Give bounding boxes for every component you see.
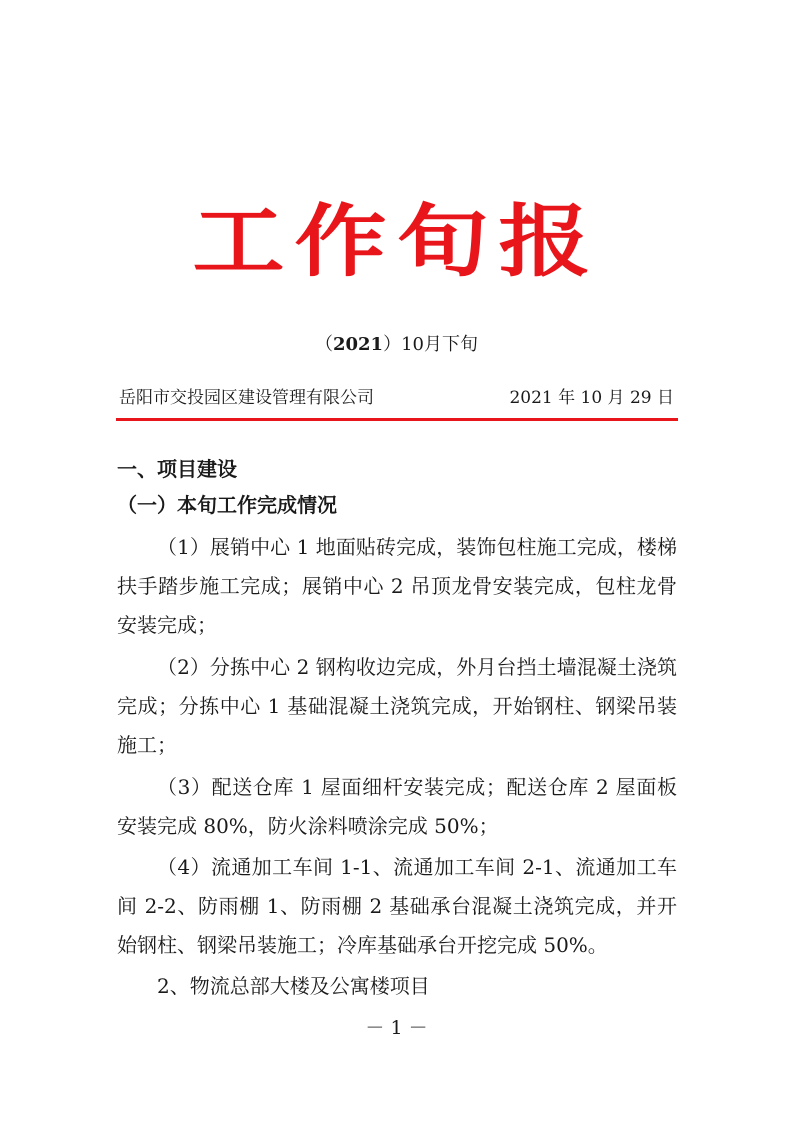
red-divider — [116, 418, 678, 421]
issue-close-paren: ） — [383, 334, 402, 355]
section-subheading: （一）本旬工作完成情况 — [117, 493, 337, 517]
meta-row — [119, 386, 674, 410]
issue-year: 2021 — [332, 334, 384, 355]
issue-period: 10月下旬 — [401, 334, 478, 355]
organization-name: 岳阳市交投园区建设管理有限公司 — [119, 388, 374, 408]
paragraph-3: （3）配送仓库 1 屋面细杆安装完成；配送仓库 2 屋面板安装完成 80%，防火涂料喷涂完成 50%； — [117, 775, 677, 838]
issue-date: 2021 年 10 月 29 日 — [509, 388, 674, 408]
masthead-title: 工作旬报 — [192, 196, 601, 288]
issue-open-paren: （ — [314, 334, 333, 355]
page-number: － 1 － — [365, 1017, 428, 1039]
paragraph-5: 2、物流总部大楼及公寓楼项目 — [157, 974, 430, 998]
paragraph-1: （1）展销中心 1 地面贴砖完成，装饰包柱施工完成，楼梯扶手踏步施工完成；展销中心 2 吊顶龙骨安装完成，包柱龙骨安装完成； — [117, 535, 677, 637]
paragraph-2: （2）分拣中心 2 钢构收边完成，外月台挡土墙混凝土浇筑完成；分拣中心 1 基础混凝土浇筑完成，开始钢柱、钢梁吊装施工； — [117, 655, 677, 757]
issue-line — [0, 333, 793, 357]
paragraph-4: （4）流通加工车间 1-1、流通加工车间 2-1、流通加工车间 2-2、防雨棚 1、防雨棚 2 基础承台混凝土浇筑完成，并开始钢柱、钢梁吊装施工；冷库基础承台开挖完成 50%。 — [117, 855, 677, 957]
section-heading: 一、项目建设 — [117, 457, 237, 481]
